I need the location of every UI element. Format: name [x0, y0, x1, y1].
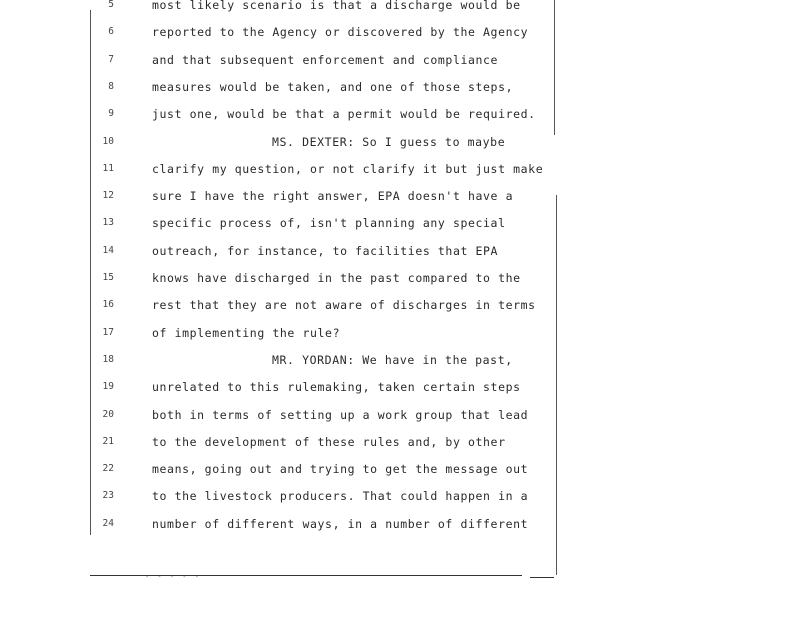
line-text: of implementing the rule? — [152, 325, 341, 340]
line-text: most likely scenario is that a discharge would be — [152, 0, 521, 12]
line-text: MR. YORDAN: We have in the past, — [272, 352, 513, 367]
line-text: MS. DEXTER: So I guess to maybe — [272, 134, 506, 149]
line-number: 17 — [102, 326, 114, 338]
transcript-line — [0, 185, 800, 207]
line-text: to the livestock producers. That could happen in a — [152, 489, 529, 504]
transcript-line — [0, 458, 800, 480]
transcript-line — [0, 322, 800, 344]
line-number: 24 — [102, 517, 114, 529]
line-number: 20 — [102, 408, 114, 420]
transcript-line — [0, 131, 800, 153]
transcript-line — [0, 212, 800, 234]
line-text: rest that they are not aware of discharges in terms — [152, 298, 536, 313]
line-number: 15 — [102, 272, 114, 283]
line-text: just one, would be that a permit would be required. — [152, 107, 536, 122]
line-number: 19 — [102, 381, 114, 393]
line-number: 9 — [108, 108, 114, 120]
transcript-line — [0, 431, 800, 453]
line-number: 21 — [102, 435, 114, 447]
line-number: 16 — [102, 299, 114, 311]
transcript-line — [0, 376, 800, 398]
transcript-line — [0, 158, 800, 180]
line-text: knows have discharged in the past compared to the — [152, 271, 521, 285]
transcript-line — [0, 267, 800, 289]
line-text: unrelated to this rulemaking, taken certain steps — [152, 380, 521, 395]
line-text: clarify my question, or not clarify it but just make — [152, 161, 544, 176]
line-text: both in terms of setting up a work group that lead — [152, 407, 529, 422]
line-text: sure I have the right answer, EPA doesn't have a — [152, 189, 514, 204]
line-text: number of different ways, in a number of different — [152, 516, 529, 531]
line-number: 18 — [102, 353, 114, 365]
footer-mark: - - - - - — [145, 573, 201, 581]
transcript-line — [0, 513, 800, 535]
line-number: 6 — [108, 26, 114, 38]
line-number: 23 — [102, 490, 114, 502]
line-number: 7 — [108, 53, 114, 65]
transcript-line — [0, 349, 800, 371]
line-text: means, going out and trying to get the message out — [152, 462, 529, 477]
line-text: reported to the Agency or discovered by the Agency — [152, 25, 529, 40]
line-text: to the development of these rules and, by other — [152, 434, 506, 449]
line-number: 12 — [102, 190, 114, 202]
transcript-line — [0, 404, 800, 426]
line-number: 13 — [102, 217, 114, 229]
transcript-line — [0, 294, 800, 316]
line-number: 22 — [102, 463, 114, 475]
line-text: and that subsequent enforcement and compliance — [152, 52, 499, 67]
transcript-line — [0, 240, 800, 262]
line-number: 11 — [102, 162, 114, 174]
line-number: 10 — [102, 135, 114, 147]
line-number: 5 — [108, 0, 114, 10]
transcript-line — [0, 76, 800, 98]
line-number: 14 — [102, 244, 114, 256]
transcript-line — [0, 485, 800, 507]
line-text: specific process of, isn't planning any special — [152, 216, 506, 231]
transcript-line — [0, 103, 800, 125]
bottom-rule-right — [530, 577, 554, 578]
transcript-line — [0, 0, 800, 16]
line-number: 8 — [108, 80, 114, 92]
transcript-line — [0, 49, 800, 71]
line-text: outreach, for instance, to facilities that EPA — [152, 243, 499, 258]
line-text: measures would be taken, and one of those steps, — [152, 79, 514, 94]
transcript-line — [0, 21, 800, 43]
